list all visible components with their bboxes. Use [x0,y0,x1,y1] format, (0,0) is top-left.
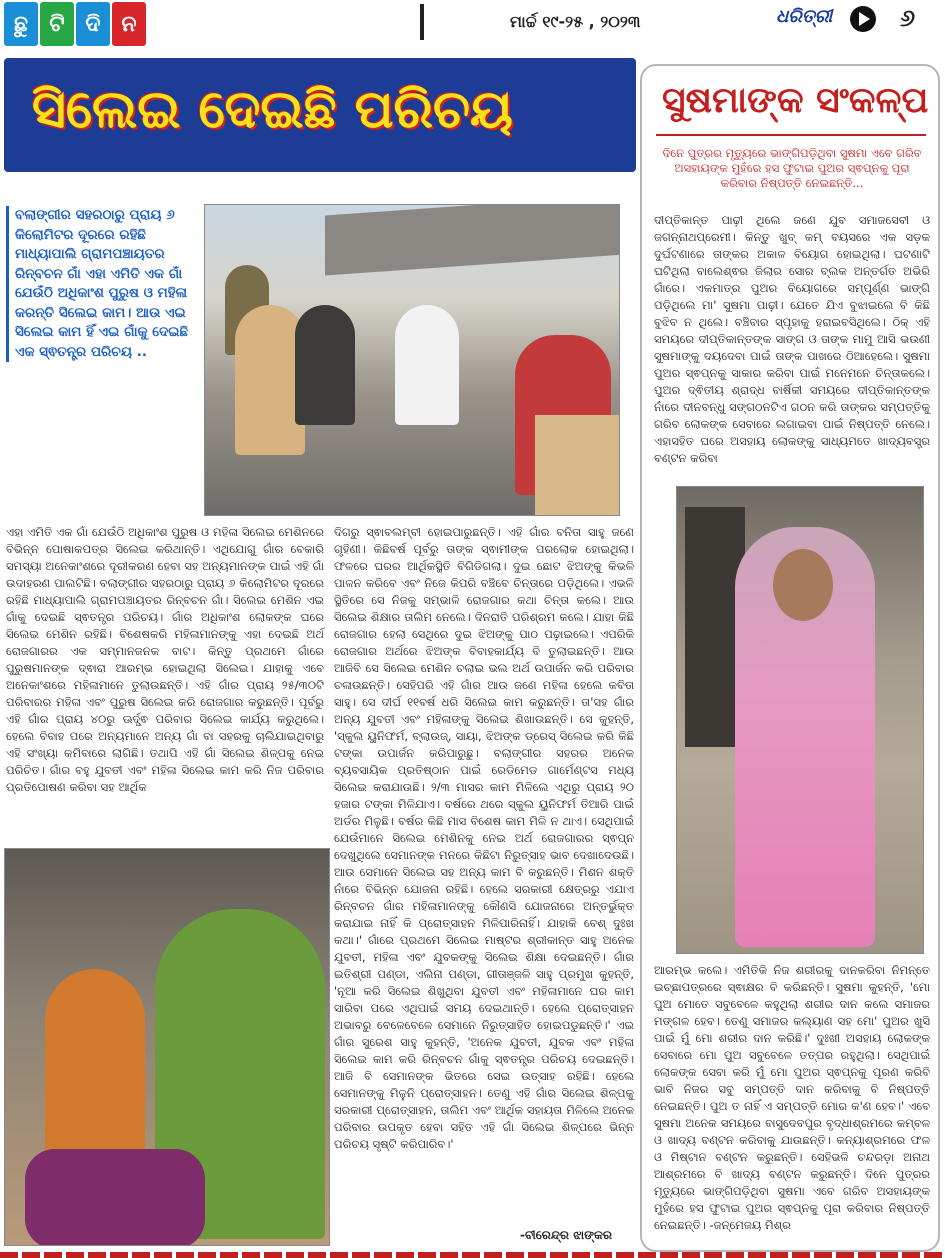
sidebar-title: ସୁଷମାଙ୍କ ସଂକଳ୍ପ [662,80,929,121]
sidebar-intro: ଦିନେ ପୁତ୍ରର ମୃତ୍ୟୁରେ ଭାଙ୍ଗିପଡ଼ିଥିବା ସୁଷମା ଏବେ ଗରିବ ଅସହାୟଙ୍କ ମୁହଁରେ ହସ ଫୁଟାଇ ପୁଅର ସ୍ଵପ୍ନକୁ ପୂରା କରିବାର ନିଷ୍ପତ୍ତି ନେଇଛନ୍ତି... [662,146,922,190]
headline-banner [4,58,636,172]
brand-tile-2: ଟି [40,2,74,46]
sidebar-body-2: ଆରମ୍ଭ କଲେ। ଏମିତିକି ନିଜ ଶରୀରକୁ ଦାନକରିବା ନିମନ୍ତେ ଇଚ୍ଛାପତ୍ରରେ ସ୍ଵାକ୍ଷର ବି କରିଛନ୍ତି। ସୁଷମା କୁହନ୍ତି, 'ମୋ ପୁଅ ମୋତେ ସବୁବେଳେ କହୁଥିଲା ଶରୀର ଦାନ କଲେ ସମାଜର ମଙ୍ଗଳ ହେବ। ତେଣୁ ସମାଜର କଲ୍ୟାଣ ସହ ମୋ' ପୁଅର ଖୁସି ପାଇଁ ମୁଁ ମୋ ଶରୀର ଦାନ କରିଛି।' ଦୁଃଖୀ ଅସହାୟ ଲୋକଙ୍କ ସେବାରେ ମୋ ପୁଅ ସବୁବେଳେ ତତ୍ପର ରହୁଥିଲା। ସେଥିପାଇଁ ଲୋକଙ୍କ ସେବା କରି ମୁଁ ମୋ ପୁଅର ସ୍ଵପ୍ନକୁ ପୂରଣ କରିବି ଭାବି ନିଜର ସବୁ ସମ୍ପତ୍ତି ଦାନ କରିବାକୁ ବି ନିଷ୍ପତ୍ତି ନେଇଛନ୍ତି। ପୁଅ ତ ନାହିଁ ଏ ସମ୍ପତ୍ତି ମୋର କ'ଣ ହେବ।' ଏବେ ସୁଷମା ଅନେକ ସମୟରେ ବାସୁଦେବପୁର ବୃଦ୍ଧାଶ୍ରମରେ କମ୍ବଳ ଓ ଖାଦ୍ୟ ବଣ୍ଟନ କରିବାକୁ ଯାଉଛନ୍ତି। କନ୍ୟାଶ୍ରମରେ ଫଳ ଓ ମିଷ୍ଟାନ ବଣ୍ଟନ କରୁଛନ୍ତି। ସେହିଭଳି ଚନ୍ଦରଡ଼ା ଅନାଥ ଆଶ୍ରମରେ ବି ଖାଦ୍ୟ ବଣ୍ଟନ କରୁଛନ୍ତି। ଦିନେ ପୁତ୍ରର ମୃତ୍ୟୁରେ ଭାଙ୍ଗିପଡ଼ିଥିବା ସୁଷମା ଏବେ ଗରିବ ଅସହାୟଙ୍କ ମୁହଁରେ ହସ ଫୁଟାଇ ପୁଅର ସ୍ଵପ୍ନକୁ ପୂରା କରିବାର ନିଷ୍ପତ୍ତି ନେଇଛନ୍ତି। -ଜନ୍ମେଜୟ ମିଶ୍ର [654,963,930,1232]
story-intro: ବଲାଙ୍ଗୀର ସହରଠାରୁ ପ୍ରାୟ ୬ କିଲୋମିଟର ଦୂରରେ ରହିଛି ମାଧ୍ୟାପାଲି ଗ୍ରାମପଞ୍ଚାୟତର ରିନ୍‌ବଚନ ଗାଁ ଏହା ଏମିତି ଏକ ଗାଁ ଯେଉଁଠି ଅଧିକାଂଶ ପୁରୁଷ ଓ ମହିଳା କରନ୍ତି ସିଲେଇ କାମ। ଆଉ ଏଇ ସିଲେଇ କାମ ହିଁ ଏଇ ଗାଁକୁ ଦେଇଛି ଏକ ସ୍ଵତନ୍ତ୍ର ପରିଚୟ .. [6,206,198,362]
photo-person [395,305,459,425]
footer-rule [0,1252,945,1258]
tailoring-group-photo [204,204,620,516]
photo-fabric [25,1149,205,1246]
photo-person [295,305,355,425]
date-divider [420,4,424,40]
brand-tile-1: ଛୁ [4,2,38,46]
photo-roof [325,204,620,275]
section-brand [4,2,146,46]
brand-tile-4: ନ [112,2,146,46]
photo-face [773,549,833,621]
headline-title: ସିଲେଇ ଦେଇଛି ପରିଚୟ [32,80,513,140]
article-column-1: ଏହା ଏମିତି ଏକ ଗାଁ ଯେଉଁଠି ଅଧିକାଂଶ ପୁରୁଷ ଓ ମହିଳା ସିଲେଇ ମେଶିନରେ ବିଭିନ୍ନ ପୋଷାକପତ୍ର ସିଲେଇ କରିଥାନ୍ତି। ଏଥିଯୋଗୁ ଗାଁର ବେକାରି ସମସ୍ୟା ଅନେକାଂଶରେ ଦୂରୀକରଣ ହେବା ସହ ଅନ୍ୟମାନଙ୍କ ପାଇଁ ଏହି ଗାଁ ଉଦାହରଣ ପାଲଟିଛି। ବଲାଙ୍ଗୀର ସହରଠାରୁ ପ୍ରାୟ ୬ କିଲୋମିଟର ଦୂରରେ ରହିଛି ମାଧ୍ୟାପାଲି ଗ୍ରାମପଞ୍ଚାୟତର ରିନ୍‌ବଚନ ଗାଁ। ସିଲେଇ ମେଶିନ ଏଇ ଗାଁକୁ ଦେଇଛି ସ୍ଵତନ୍ତ୍ର ପରିଚୟ। ଗାଁର ଅଧିକାଂଶ ଲୋକଙ୍କ ଘରେ ସିଲେଇ ମେଶିନ ରହିଛି। ବିଶେଷକରି ମହିଳାମାନଙ୍କୁ ଏହା ଦେଇଛି ଅର୍ଥ ରୋଜଗାରର ଏକ ସମ୍ମାନଜନକ ବାଟ। କିନ୍ତୁ ପ୍ରଥମେ ଗାଁରେ ପୁରୁଷମାନଙ୍କ ଦ୍ଵାରା ଆରମ୍ଭ ହୋଇଥିଲା ସିଲେଇ। ଯାହାକୁ ଏବେ ଅନେକାଂଶରେ ମହିଳାମାନେ ତୁଲାଉଛନ୍ତି। ଏହି ଗାଁର ପ୍ରାୟ ୨୫/୩୦ଟି ପରିବାରର ମହିଳା ଏବଂ ପୁରୁଷ ସିଲେଇ କରି ରୋଜଗାର କରୁଛନ୍ତି। ପୂର୍ବରୁ ଏହି ଗାଁର ପ୍ରାୟ ୪୦ରୁ ଊର୍ଦ୍ଧ୍ଵ ପରିବାର ସିଲେଇ କାର୍ଯ୍ୟ କରୁଥିଲେ। ହେଲେ ବିବାହ ପରେ ଅନ୍ୟମାନେ ଅନ୍ୟ ଗାଁ ବା ସହରକୁ ଚାଲିଯାଇଥିବାରୁ ଏହି ସଂଖ୍ୟା କମିବାରେ ଲାଗିଛି। ତଥାପି ଏହି ଗାଁ ସିଲେଇ ଶିଳ୍ପକୁ ନେଇ ପରିଚିତ। ଗାଁର ବହୁ ଯୁବତୀ ଏବଂ ମହିଳା ସିଲେଇ କାମ କରି ନିଜ ପରିବାର ପ୍ରତିପୋଷଣ କରିବା ସହ ଆର୍ଥିକ [6,525,324,794]
sushama-portrait-photo [676,486,924,954]
article-column-2: ଦିଗରୁ ସ୍ଵାବଲମ୍ବୀ ହୋଇପାରୁଛନ୍ତି। ଏହି ଗାଁର ବନିତା ସାହୁ ଜଣେ ଗୃହିଣୀ। କିଛିବର୍ଷ ପୂର୍ବରୁ ତାଙ୍କ ସ୍ଵାମୀଙ୍କ ପରଲୋକ ହୋଇଥିଲା। ଫଳରେ ଘରର ଆର୍ଥିକସ୍ଥିତି ବିଗିଡିଗଲା। ଦୁଇ ଛୋଟ ଝିଅଙ୍କୁ କିଭଳି ପାଳନ କରିବେ ଏବଂ ନିଜେ କିପରି ବଞ୍ଚିବେ ଚିନ୍ତାରେ ପଡ଼ିଥିଲେ। ଏଭଳି ସ୍ଥିତିରେ ସେ ନିଜକୁ ସମ୍ଭାଳି ରୋଜଗାର କଥା ଚିନ୍ତା କଲେ। ଆଉ ସିଲେଇ ଶିକ୍ଷାର ତାଲିମ ନେଲେ। ଦିନରାତି ପରିଶ୍ରମ କଲେ। ଯାହା କିଛି ରୋଜଗାର ହେଲା ସେଥିରେ ଦୁଇ ଝିଅଙ୍କୁ ପାଠ ପଢ଼ାଇଲେ। ଏପରିକି ରୋଜଗାର ଅର୍ଥରେ ଝିଅଙ୍କ ବିବାହକାର୍ଯ୍ୟ ବି ତୁଲାଇଛନ୍ତି। ଆଉ ଆଜିବି ସେ ସିଲେଇ ମେଶିନ ଚଲାଇ ଭଲ ଅର୍ଥ ଉପାର୍ଜନ କରି ପରିବାର ଚଳାଉଛନ୍ତି। ସେହିପରି ଏହି ଗାଁର ଆଉ ଜଣେ ମହିଳା ହେଲେ କବିତା ସାହୁ। ସେ ଦୀର୍ଘ ୧୧ବର୍ଷ ଧରି ସିଲେଇ କାମ କରୁଛନ୍ତି। ତା'ସହ ଗାଁର ଅନ୍ୟ ଯୁବତୀ ଏବଂ ମହିଳାଙ୍କୁ ସିଲେଇ ଶିଖାଉଛନ୍ତି। ସେ କୁହନ୍ତି, 'ସ୍କୁଲ ୟୁନିଫର୍ମ, ବ୍ଲାଉଜ୍, ସାୟା, ଝିଅଙ୍କ ଡ୍ରେସ୍ ସିଲେଇ କରି କିଛି ଟଙ୍କା ଉପାର୍ଜନ କରିପାରୁଛୁ। ବଲାଙ୍ଗୀର ସହରର ଅନେକ ବ୍ୟବସାୟିକ ପ୍ରତିଷ୍ଠାନ ପାଇଁ ରେଡିମେଡ ଗାର୍ମେଣ୍ଟସ ମଧ୍ୟ ସିଲେଇ କରାଯାଉଛି। ୨/୩ ମାସର କାମ ମିଳିଲେ ଏଥିରୁ ପ୍ରାୟ ୨୦ ହଜାର ଟଙ୍କା ମିଳିଯାଏ। ବର୍ଷରେ ଥରେ ସ୍କୁଲ ୟୁନିଫର୍ମ ତିଆରି ପାଇଁ ଅର୍ଡର ମିଳୁଛି। ବର୍ଷର କିଛି ମାସ ବିଶେଷ କାମ ମିଳି ନ ଥାଏ। ସେଥିପାଇଁ ଯେଉଁମାନେ ସିଲେଇ ମେଶିନକୁ ନେଇ ଅର୍ଥ ରୋଜଗାରର ସ୍ଵପ୍ନ ଦେଖୁଥିଲେ ସେମାନଙ୍କ ମନରେ କିଛିଟା ନିରୁତ୍ସାହ ଭାବ ଦେଖାଦେଉଛି। ଆଉ ସେମାନେ ସିଲେଇ ସହ ଅନ୍ୟ କାମ ବି କରୁଛନ୍ତି। ମିଶନ ଶକ୍ତି ନାଁରେ ବିଭିନ୍ନ ଯୋଜନା ରହିଛି। ହେଲେ ସରକାରୀ କ୍ଷେତ୍ରରୁ ଏଯାଏ ରିନ୍‌ବଚନ ଗାଁର ମହିଳାମାନଙ୍କୁ କୌଣସି ଯୋଜନାରେ ଅନ୍ତର୍ଭୁକ୍ତ କରାଯାଇ ନାହିଁ କି ପ୍ରୋତ୍ସାହନ ମିଳିପାରିନାହିଁ। ଯାହାକି ବେଶ୍ ଦୁଃଖ କଥା।' ଗାଁରେ ପ୍ରଥମେ ସିଲେଇ ମାଷ୍ଟର ଶ୍ରୀକାନ୍ତ ସାହୁ ଅନେକ ଯୁବତୀ, ମହିଳା ଏବଂ ଯୁବକଙ୍କୁ ସିଲେଇ ଶିକ୍ଷା ଦେଇଛନ୍ତି। ଗାଁର ଇତିଶ୍ରୀ ପଣ୍ଡା, ଏଲିନା ପଣ୍ଡା, ଗୀତାଞ୍ଜଳି ସାହୁ ପ୍ରମୁଖ କୁହନ୍ତି, 'ନୂଆ କରି ସିଲେଇ ଶିଖୁଥିବା ଯୁବତୀ ଏବଂ ମହିଳାମାନେ ଘର କାମ ସାରିବା ପରେ ଏଥିପାଇଁ ସମୟ ଦେଇଥାନ୍ତି। ହେଲେ ପ୍ରୋତ୍ସାହନ ଅଭାବରୁ ବେଳେବେଳେ ସେମାନେ ନିରୁତ୍ସାହିତ ହୋଇପଡୁଛନ୍ତି।' ଏଇ ଗାଁର ସୁରେଶ ସାହୁ କୁହନ୍ତି, 'ଅନେକ ଯୁବତୀ, ଯୁବକ ଏବଂ ମହିଳା ସିଲେଇ କାମ କରି ରିନ୍‌ବଚନ ଗାଁକୁ ସ୍ଵତନ୍ତ୍ର ପରିଚୟ ଦେଇଛନ୍ତି। ଆଜି ବି ସେମାନଙ୍କ ଭିତରେ ସେଇ ଉତ୍ସାହ ରହିଛି। ହେଲେ ସେମାନଙ୍କୁ ମିଳୁନି ପ୍ରୋତ୍ସାହନ। ତେଣୁ ଏହି ଗାଁର ସିଲେଇ ଶିଳ୍ପକୁ ସରକାରୀ ପ୍ରୋତ୍ସାହନ, ତାଲିମ ଏବଂ ଆର୍ଥିକ ସହାୟତା ମିଳିଲେ ଅନେକ ପରିବାର ଉପକୃତ ହେବା ସହିତ ଏହି ଗାଁ ସିଲେଇ ଶିଳ୍ପରେ ଭିନ୍ନ ପରିଚୟ ସୃଷ୍ଟି କରିପାରିବ।' [334,525,634,1151]
sidebar-body-1: ଦୀପ୍ତିକାନ୍ତ ପାଢ଼ୀ ଥିଲେ ଜଣେ ଯୁବ ସମାଜସେବୀ ଓ ଜଗନ୍ନାଥପ୍ରେମୀ। କିନ୍ତୁ ଖୁବ୍ କମ୍ ବୟସରେ ଏକ ସଡ଼କ ଦୁର୍ଘଟଣାରେ ତାଙ୍କର ଅକାଳ ବିୟୋଗ ହୋଇଥିଲା। ଘଟଣାଟି ଘଟିଥିଲା ବାଲେଶ୍ଵର ଜିଲାର ସୋର ବ୍ଲକ ଅନ୍ତର୍ଗତ ଅଭିରି ଗାଁରେ। ଏକମାତ୍ର ପୁଅର ବିୟୋଗରେ ସମ୍ପୂର୍ଣ୍ଣ ଭାଙ୍ଗି ପଡ଼ିଥିଲେ ମା' ସୁଷମା ପାଢ଼ୀ। ଯେତେ ଯିଏ ବୁଝାଇଲେ ବି କିଛି ବୁଝିବ ନ ଥିଲେ। ବଞ୍ଚିବାର ସ୍ପୃହାକୁ ହରାଇବସିଥିଲେ। ଠିକ୍ ଏହି ସମୟରେ ଦୀପ୍ତିକାନ୍ତଙ୍କ ସାଙ୍ଗ ଓ ତାଙ୍କ ମାମୁ ଆସି ଭଉଣୀ ସୁଷମାଙ୍କୁ ଦୟଦେବା ପାଇଁ ତାଙ୍କ ପାଖରେ ଠିଆହେଲେ। ସୁଷମା ପୁଅର ସ୍ଵପ୍ନକୁ ସାକାର କରିବା ପାଇଁ ମନେମନେ ଚିନ୍ତାକଲେ। ପୁଅର ଦ୍ଵିତୀୟ ଶ୍ରାଦ୍ଧ ବାର୍ଷିକୀ ସମୟରେ ଦୀପ୍ତିକାନ୍ତଙ୍କ ନାଁରେ ଦୀନବନ୍ଧୁ ସଙ୍ଗଠନଟିଏ ଗଠନ କରି ତାଙ୍କର ସମ୍ପତ୍ତିକୁ ଗରିବ ଲୋକଙ୍କ ସେବାରେ ଲଗାଇବା ପାଇଁ ନିଷ୍ପତ୍ତି ନେଲେ। ଏହାସହିତ ଘରେ ଅସହାୟ ଲୋକଙ୍କୁ ସାଧ୍ୟମତେ ଖାଦ୍ୟବସ୍ତ୍ର ବଣ୍ଟନ କରିବା [654,213,930,465]
byline-left: -ବୀରେନ୍ଦ୍ର ଝାଙ୍କର [520,1228,612,1242]
women-sewing-photo [4,848,330,1246]
sidebar-story [640,64,940,1252]
brand-tile-3: ଦି [76,2,110,46]
page-header [0,0,945,48]
play-icon [850,6,876,32]
issue-date: ମାର୍ଚ୍ଚ ୧୯-୨୫ , ୨୦୨୩ [510,12,641,31]
page-number: ୬ [900,4,916,32]
date-bar [420,4,750,40]
sewing-table [535,415,620,515]
sidebar-divider [656,134,926,136]
paper-logo: ଧରିତ୍ରୀ [776,6,833,27]
